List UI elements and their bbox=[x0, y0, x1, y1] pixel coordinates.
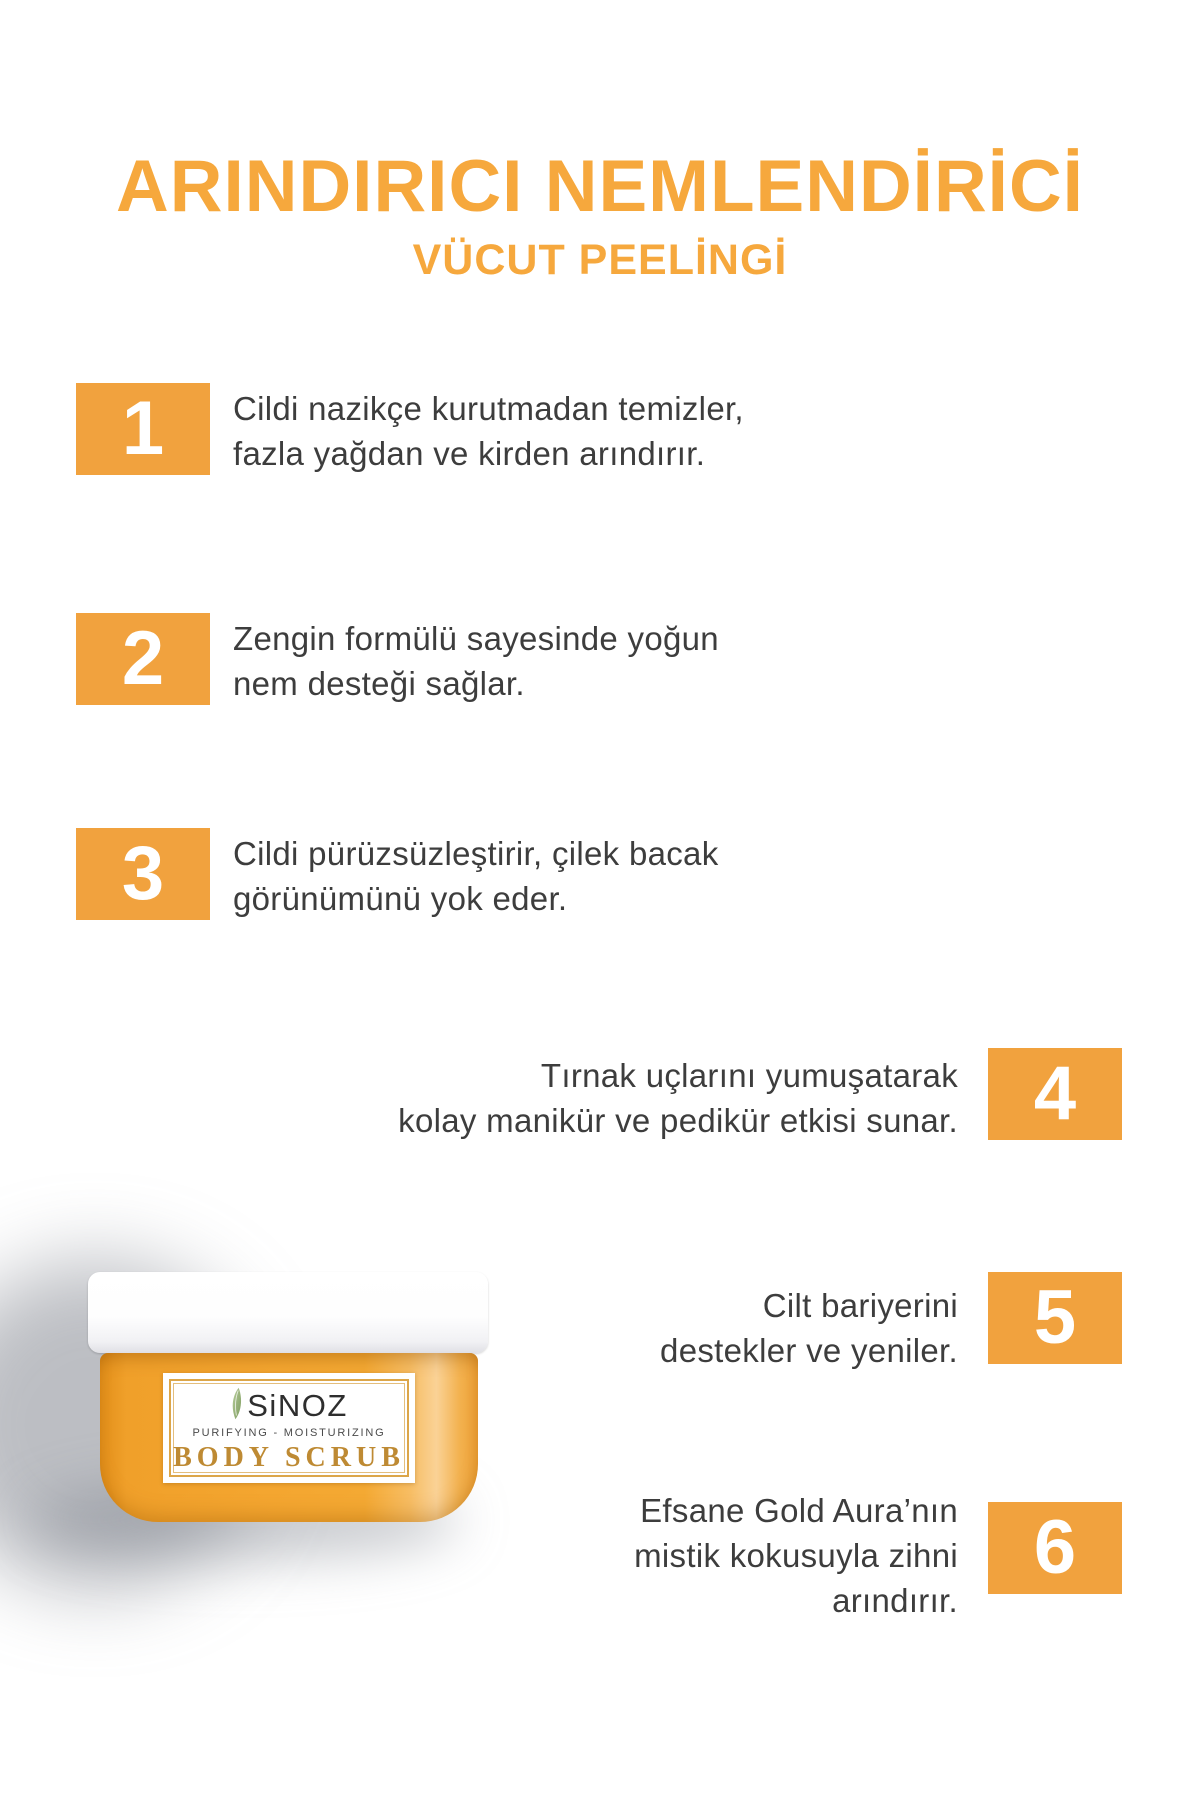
feature-text-line: Cildi nazikçe kurutmadan temizler, bbox=[233, 390, 744, 427]
page-subtitle: VÜCUT PEELİNGİ bbox=[412, 236, 788, 284]
feature-5-number-badge bbox=[988, 1272, 1122, 1364]
jar-lid bbox=[88, 1272, 488, 1353]
feature-number: 5 bbox=[1033, 1275, 1077, 1360]
feature-text-line: nem desteği sağlar. bbox=[233, 665, 525, 702]
brand-tagline: PURIFYING - MOISTURIZING bbox=[192, 1426, 386, 1439]
feature-1-text bbox=[233, 386, 744, 476]
feature-text-line: görünümünü yok eder. bbox=[233, 880, 568, 917]
page-title: ARINDIRICI NEMLENDİRİCİ bbox=[116, 146, 1084, 227]
feature-number: 2 bbox=[121, 616, 165, 701]
leaf-icon bbox=[230, 1387, 245, 1420]
product-jar-image bbox=[0, 1240, 580, 1680]
product-name: BODY SCRUB bbox=[173, 1441, 405, 1473]
feature-text-line: Cilt bariyerini bbox=[762, 1287, 958, 1324]
feature-text-line: kolay manikür ve pedikür etkisi sunar. bbox=[398, 1102, 958, 1139]
jar-body bbox=[100, 1353, 478, 1522]
feature-3-text bbox=[233, 831, 719, 921]
feature-number: 6 bbox=[1033, 1505, 1077, 1590]
feature-number: 1 bbox=[121, 386, 165, 471]
feature-text-line: arındırır. bbox=[832, 1582, 958, 1619]
jar-label bbox=[163, 1373, 415, 1483]
feature-number: 3 bbox=[121, 831, 165, 916]
feature-text-line: Zengin formülü sayesinde yoğun bbox=[233, 620, 719, 657]
feature-6-text bbox=[634, 1488, 958, 1623]
brand-name: SiNOZ bbox=[247, 1387, 348, 1423]
feature-text-line: fazla yağdan ve kirden arındırır. bbox=[233, 435, 706, 472]
feature-1-number-badge bbox=[76, 383, 210, 475]
feature-2-text bbox=[233, 616, 719, 706]
feature-text-line: destekler ve yeniler. bbox=[660, 1332, 958, 1369]
feature-4-number-badge bbox=[988, 1048, 1122, 1140]
label-content bbox=[163, 1373, 415, 1483]
feature-4-text bbox=[398, 1053, 958, 1143]
feature-2-number-badge bbox=[76, 613, 210, 705]
feature-text-line: Cildi pürüzsüzleştirir, çilek bacak bbox=[233, 835, 719, 872]
feature-3-number-badge bbox=[76, 828, 210, 920]
feature-5-text bbox=[660, 1283, 958, 1373]
feature-number: 4 bbox=[1033, 1051, 1077, 1136]
feature-text-line: Efsane Gold Aura’nın bbox=[640, 1492, 958, 1529]
feature-text-line: mistik kokusuyla zihni bbox=[634, 1537, 958, 1574]
feature-text-line: Tırnak uçlarını yumuşatarak bbox=[540, 1057, 958, 1094]
feature-6-number-badge bbox=[988, 1502, 1122, 1594]
brand-logo bbox=[230, 1387, 348, 1421]
